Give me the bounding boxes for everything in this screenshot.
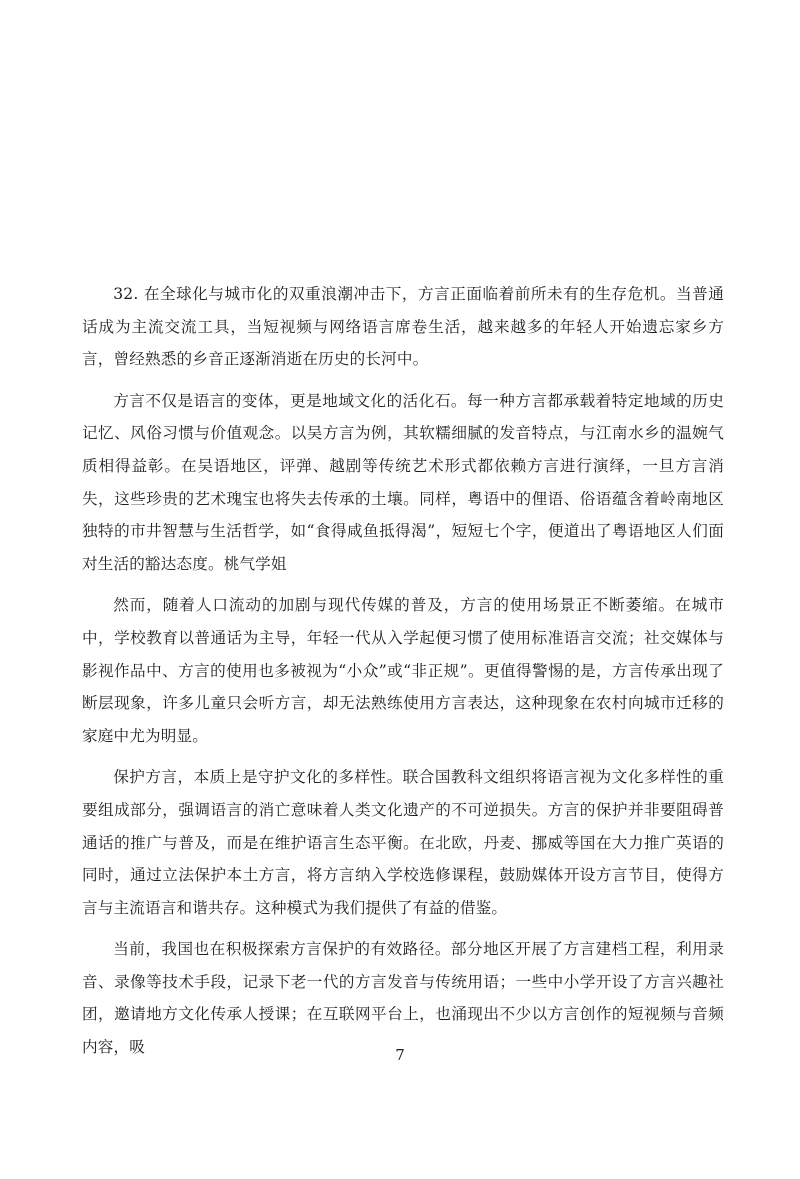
page-number: 7 — [395, 1046, 405, 1064]
paragraph-2: 方言不仅是语言的变体，更是地域文化的活化石。每一种方言都承载着特定地域的历史记忆、风俗习惯与价值观念。以吴方言为例，其软糯细腻的发音特点，与江南水乡的温婉气质相得益彰。在吴语地区，评弹、越剧等传统艺术形式都依赖方言进行演绎，一旦方言消失，这些珍贵的艺术瑰宝也将失去传承的土壤。同样，粤语中的俚语、俗语蕴含着岭南地区独特的市井智慧与生活哲学，如“食得咸鱼抵得渴”，短短七个字，便道出了粤语地区人们面对生活的豁达态度。桃气学姐 — [82, 391, 724, 573]
paragraph-4: 保护方言，本质上是守护文化的多样性。联合国教科文组织将语言视为文化多样性的重要组成部分，强调语言的消亡意味着人类文化遗产的不可逆损失。方言的保护并非要阻碍普通话的推广与普及，而是在维护语言生态平衡。在北欧，丹麦、挪威等国在大力推广英语的同时，通过立法保护本土方言，将方言纳入学校选修课程，鼓励媒体开设方言节目，使得方言与主流语言和谐共存。这种模式为我们提供了有益的借鉴。 — [82, 768, 724, 917]
paragraph-5: 当前，我国也在积极探索方言保护的有效路径。部分地区开展了方言建档工程，利用录音、录像等技术手段，记录下老一代的方言发音与传统用语；一些中小学开设了方言兴趣社团，邀请地方文化传承人授课；在互联网平台上，也涌现出不少以方言创作的短视频与音频内容，吸 — [82, 940, 724, 1057]
paragraph-3: 然而，随着人口流动的加剧与现代传媒的普及，方言的使用场景正不断萎缩。在城市中，学校教育以普通话为主导，年轻一代从入学起便习惯了使用标准语言交流；社交媒体与影视作品中、方言的使用也多被视为“小众”或“非正规”。更值得警惕的是，方言传承出现了断层现象，许多儿童只会听方言，却无法熟练使用方言表达，这种现象在农村向城市迁移的家庭中尤为明显。 — [82, 596, 724, 745]
paragraph-1: 32. 在全球化与城市化的双重浪潮冲击下，方言正面临着前所未有的生存危机。当普通话成为主流交流工具，当短视频与网络语言席卷生活，越来越多的年轻人开始遗忘家乡方言，曾经熟悉的乡音正逐渐消逝在历史的长河中。 — [82, 285, 724, 369]
body-text — [82, 278, 724, 1073]
